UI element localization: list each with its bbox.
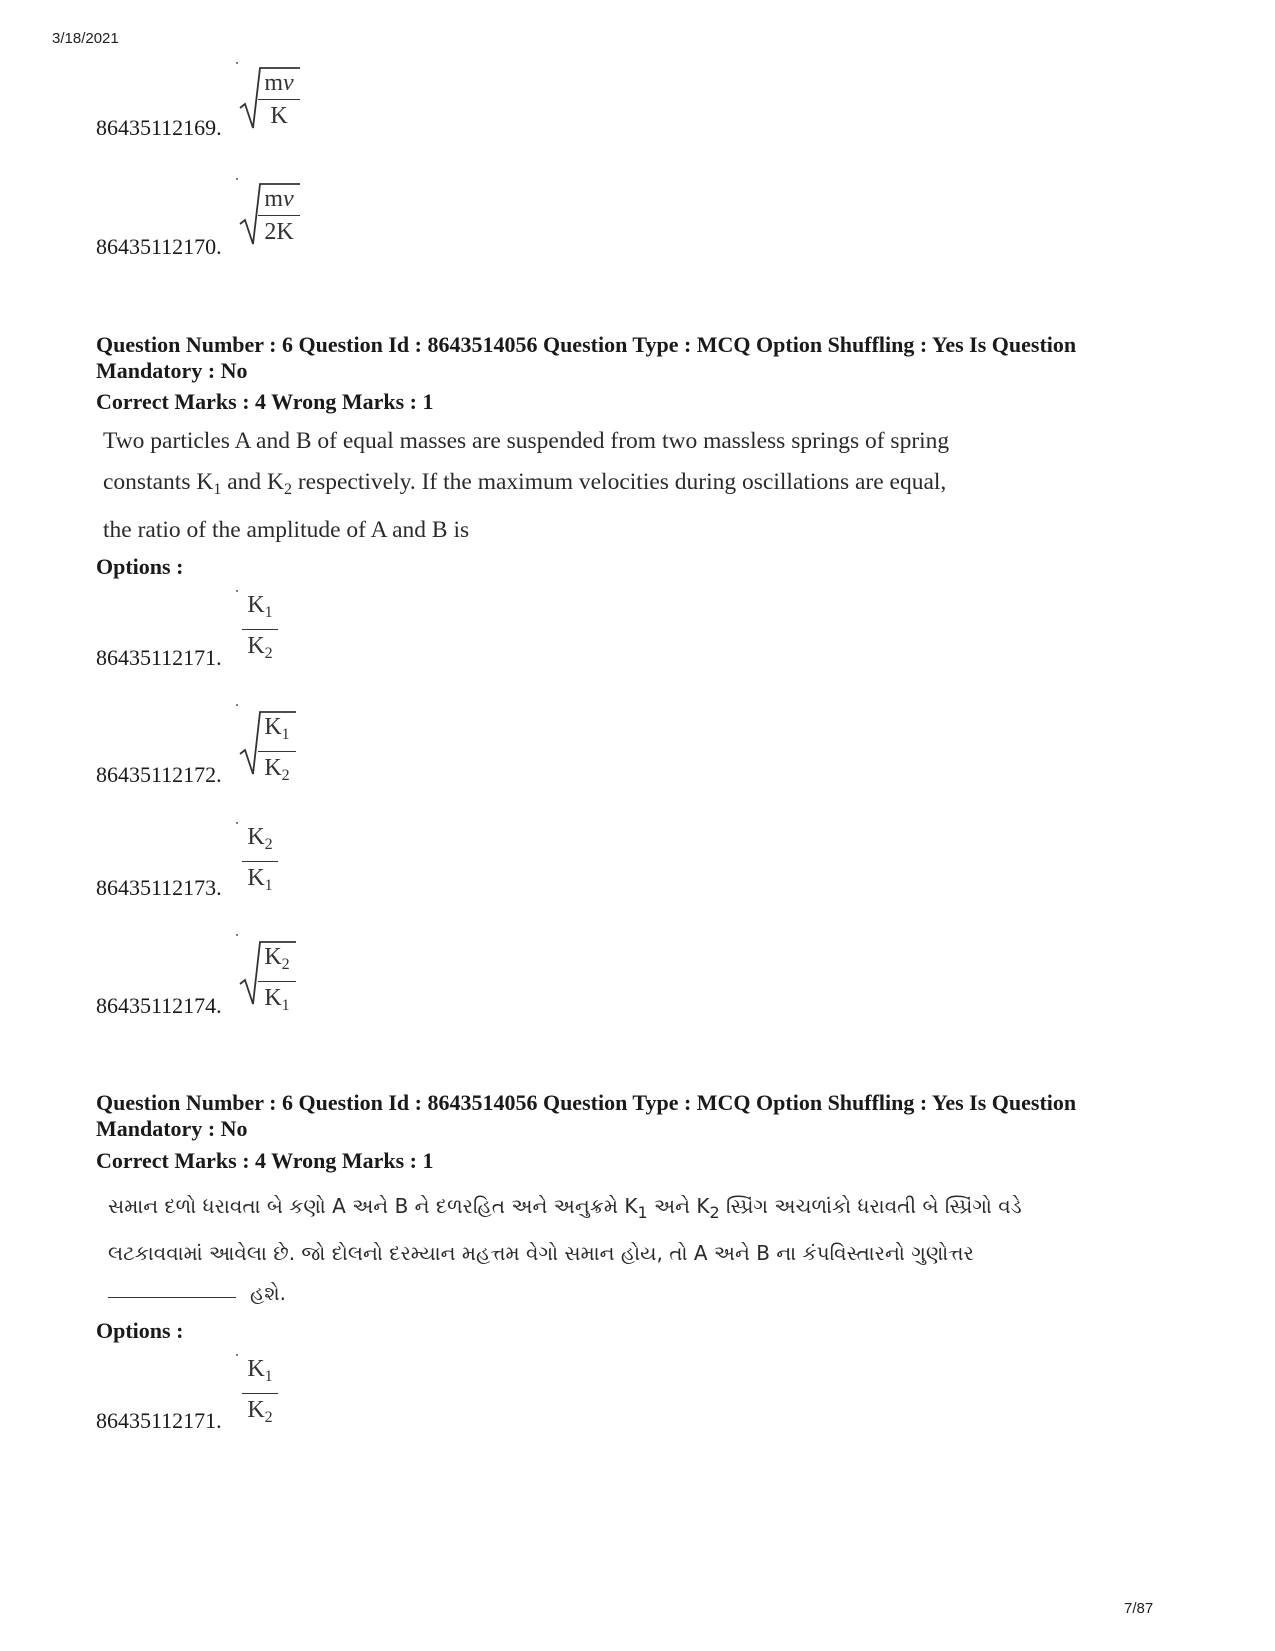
question-header-line2: Mandatory : No <box>96 1116 248 1141</box>
question-text <box>103 421 1133 551</box>
question-text-line: the ratio of the amplitude of A and B is <box>103 517 470 543</box>
option-id: 86435112173. <box>96 875 222 900</box>
question-marks: Correct Marks : 4 Wrong Marks : 1 <box>96 1148 434 1173</box>
question-header-line2: Mandatory : No <box>96 358 248 383</box>
option-id: 86435112171. <box>96 1408 222 1433</box>
question-text-line: લટકાવવામાં આવેલા છે. જો દોલનો દરમ્યાન મહત્તમ વેગો સમાન હોય, તો A અને B ના કંપવિસ્તારનો ગુણોત્તર <box>108 1241 974 1265</box>
question-header <box>96 1090 1156 1142</box>
question-header-line1: Question Number : 6 Question Id : 8643514056 Question Type : MCQ Option Shuffling : Yes Is Question <box>96 332 1077 357</box>
option-2 <box>96 702 496 792</box>
question-text-gujarati <box>108 1186 1128 1313</box>
question-text-line: હશે. <box>108 1273 1128 1313</box>
fraction: $K_2$ $K_1$ <box>242 824 278 899</box>
option-1 <box>96 588 496 678</box>
prev-option-1 <box>96 60 496 150</box>
option-1 <box>96 1352 496 1442</box>
option-id: 86435112170. <box>96 234 222 259</box>
sqrt-fraction: $K_2$ $K_1$ <box>238 940 304 1006</box>
answer-blank <box>108 1297 236 1298</box>
option-4 <box>96 932 496 1022</box>
question-header-line1: Question Number : 6 Question Id : 8643514056 Question Type : MCQ Option Shuffling : Yes Is Question <box>96 1090 1077 1115</box>
question-marks: Correct Marks : 4 Wrong Marks : 1 <box>96 389 434 414</box>
page-number: 7/87 <box>1124 1600 1154 1617</box>
fraction: $K_1$ $K_2$ <box>242 1356 278 1431</box>
sqrt-fraction <box>238 182 308 246</box>
fraction-denominator: K <box>270 103 288 129</box>
option-id: 86435112172. <box>96 762 222 787</box>
fraction-denominator: 2K <box>264 219 294 245</box>
sqrt-fraction: $K_1$ $K_2$ <box>238 710 304 776</box>
question-text-line: Two particles A and B of equal masses are suspended from two massless springs of spring <box>103 428 950 454</box>
fraction-numerator: mv <box>264 186 294 212</box>
options-label: Options : <box>96 554 184 579</box>
print-date: 3/18/2021 <box>52 30 119 47</box>
sqrt-fraction <box>238 66 308 130</box>
option-id: 86435112171. <box>96 645 222 670</box>
option-3 <box>96 820 496 910</box>
option-id: 86435112169. <box>96 115 222 140</box>
prev-option-2 <box>96 176 496 266</box>
question-text-line: constants $K_1$ and $K_2$ respectively. If the maximum velocities during oscillations are equal, <box>103 469 947 498</box>
question-header <box>96 332 1156 384</box>
fraction-numerator: mv <box>264 70 294 96</box>
fraction: $K_1$ $K_2$ <box>242 592 278 667</box>
option-id: 86435112174. <box>96 993 222 1018</box>
question-text-line: સમાન દળો ધરાવતા બે કણો A અને B ને દળરહિત અને અનુક્રમે $K_1$ અને $K_2$ સ્પ્રિંગ અચળાંકો ધરાવતી બે સ્પ્રિંગો વડે <box>108 1194 1022 1222</box>
options-label: Options : <box>96 1318 184 1343</box>
